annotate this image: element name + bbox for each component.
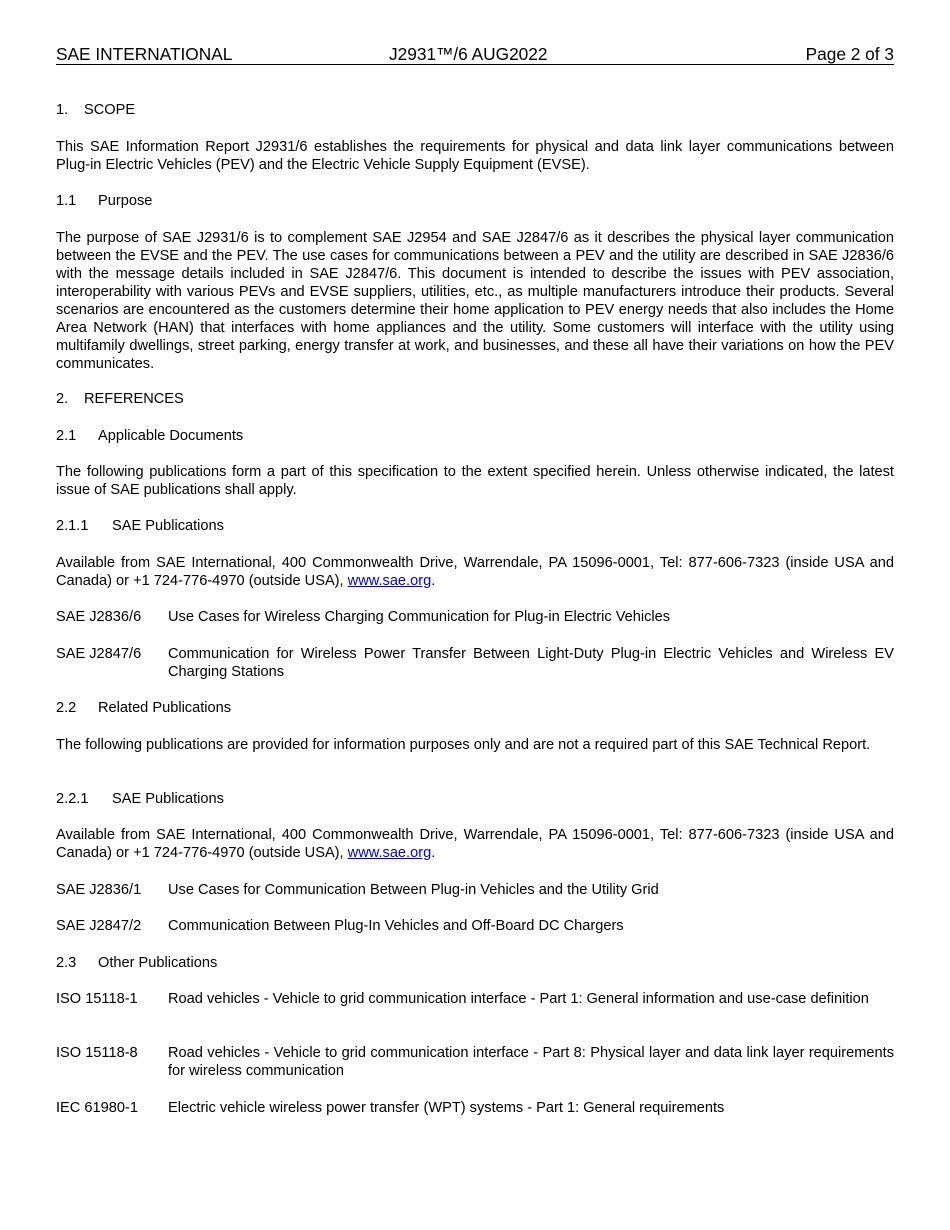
section-heading-purpose [56, 192, 894, 210]
reference-title: Road vehicles - Vehicle to grid communication interface - Part 1: General information and use-case definition [168, 991, 869, 1007]
reference-code: SAE J2847/6 [56, 646, 142, 662]
availability-text: Available from SAE International, 400 Commonwealth Drive, Warrendale, PA 15096-0001, Tel: 877-606-7323 (inside USA and Canada) or +1 724-776-4970 (outside USA), [56, 827, 894, 861]
sae-availability-paragraph [56, 826, 894, 862]
header-doc-id: J2931™/6 AUG2022 [389, 44, 548, 64]
section-heading-other-publications [56, 954, 894, 972]
section-number: 2.2.1 [56, 791, 89, 807]
reference-code: SAE J2847/2 [56, 918, 142, 934]
section-title: Applicable Documents [98, 428, 244, 444]
reference-code: IEC 61980-1 [56, 1100, 138, 1116]
scope-paragraph: This SAE Information Report J2931/6 establishes the requirements for physical and data link layer communications between Plug-in Electric Vehicles (PEV) and the Electric Vehicle Supply Equipment (EVSE). [56, 139, 894, 173]
sae-website-link[interactable]: www.sae.org [347, 845, 432, 861]
availability-text: Available from SAE International, 400 Commonwealth Drive, Warrendale, PA 15096-0001, Tel: 877-606-7323 (inside USA and Canada) or +1 724-776-4970 (outside USA), [56, 555, 894, 589]
sae-website-link[interactable]: www.sae.org [347, 573, 432, 589]
section-heading-sae-publications [56, 517, 894, 535]
section-number: 1.1 [56, 193, 77, 209]
section-number: 2.2 [56, 700, 77, 716]
section-heading-scope [56, 101, 894, 119]
section-title: Related Publications [98, 700, 232, 716]
section-title: SAE Publications [112, 791, 224, 807]
availability-end: . [431, 845, 436, 861]
section-title: REFERENCES [84, 391, 184, 407]
section-heading-references [56, 390, 894, 408]
reference-entry [56, 608, 894, 626]
reference-title: Road vehicles - Vehicle to grid communication interface - Part 8: Physical layer and data link layer requirements for wireless communication [168, 1045, 894, 1079]
reference-entry [56, 1044, 894, 1080]
header-org: SAE INTERNATIONAL [56, 44, 233, 64]
reference-code: SAE J2836/6 [56, 609, 142, 625]
reference-title: Use Cases for Communication Between Plug-in Vehicles and the Utility Grid [168, 882, 659, 898]
section-number: 2.1.1 [56, 518, 89, 534]
header-page-number: Page 2 of 3 [805, 44, 894, 64]
section-number: 2.1 [56, 428, 77, 444]
reference-entry [56, 881, 894, 899]
section-heading-sae-publications [56, 790, 894, 808]
reference-entry [56, 645, 894, 681]
section-title: Purpose [98, 193, 153, 209]
section-heading-applicable-documents [56, 427, 894, 445]
reference-entry [56, 1099, 894, 1117]
related-publications-paragraph: The following publications are provided for information purposes only and are not a required part of this SAE Technical Report. [56, 737, 871, 753]
section-title: SAE Publications [112, 518, 224, 534]
section-title: Other Publications [98, 955, 218, 971]
reference-entry [56, 990, 894, 1008]
section-title: SCOPE [84, 102, 136, 118]
page-header [56, 44, 894, 65]
reference-code: SAE J2836/1 [56, 882, 142, 898]
section-number: 2.3 [56, 955, 77, 971]
purpose-paragraph: The purpose of SAE J2931/6 is to complement SAE J2954 and SAE J2847/6 as it describes the physical layer communication between the EVSE and the PEV. The use cases for communications between a PEV and the utility are described in SAE J2836/6 with the message details included in SAE J2847/6. This document is intended to describe the issues with PEV association, interoperability with various PEVs and EVSE suppliers, utilities, etc., as multiple manufacturers introduce their products. Several scenarios are encountered as the customers determine their home application to PEV energy needs that also includes the Home Area Network (HAN) that interfaces with home appliances and the utility. Some customers will interface with the utility using multifamily dwellings, street parking, energy transfer at work, and businesses, and these all have their variations on how the PEV communicates. [56, 230, 894, 372]
reference-title: Communication for Wireless Power Transfer Between Light-Duty Plug-in Electric Vehicles and Wireless EV Charging Stations [168, 646, 894, 680]
reference-entry [56, 917, 894, 935]
section-number: 2. [56, 391, 69, 407]
reference-code: ISO 15118-8 [56, 1045, 138, 1061]
reference-code: ISO 15118-1 [56, 991, 138, 1007]
sae-availability-paragraph [56, 554, 894, 590]
section-heading-related-publications [56, 699, 894, 717]
reference-title: Use Cases for Wireless Charging Communication for Plug-in Electric Vehicles [168, 609, 671, 625]
applicable-documents-paragraph: The following publications form a part of this specification to the extent specified herein. Unless otherwise indicated, the latest issue of SAE publications shall apply. [56, 464, 894, 498]
availability-end: . [431, 573, 436, 589]
reference-title: Communication Between Plug-In Vehicles and Off-Board DC Chargers [168, 918, 624, 934]
section-number: 1. [56, 102, 69, 118]
reference-title: Electric vehicle wireless power transfer (WPT) systems - Part 1: General requirements [168, 1100, 725, 1116]
